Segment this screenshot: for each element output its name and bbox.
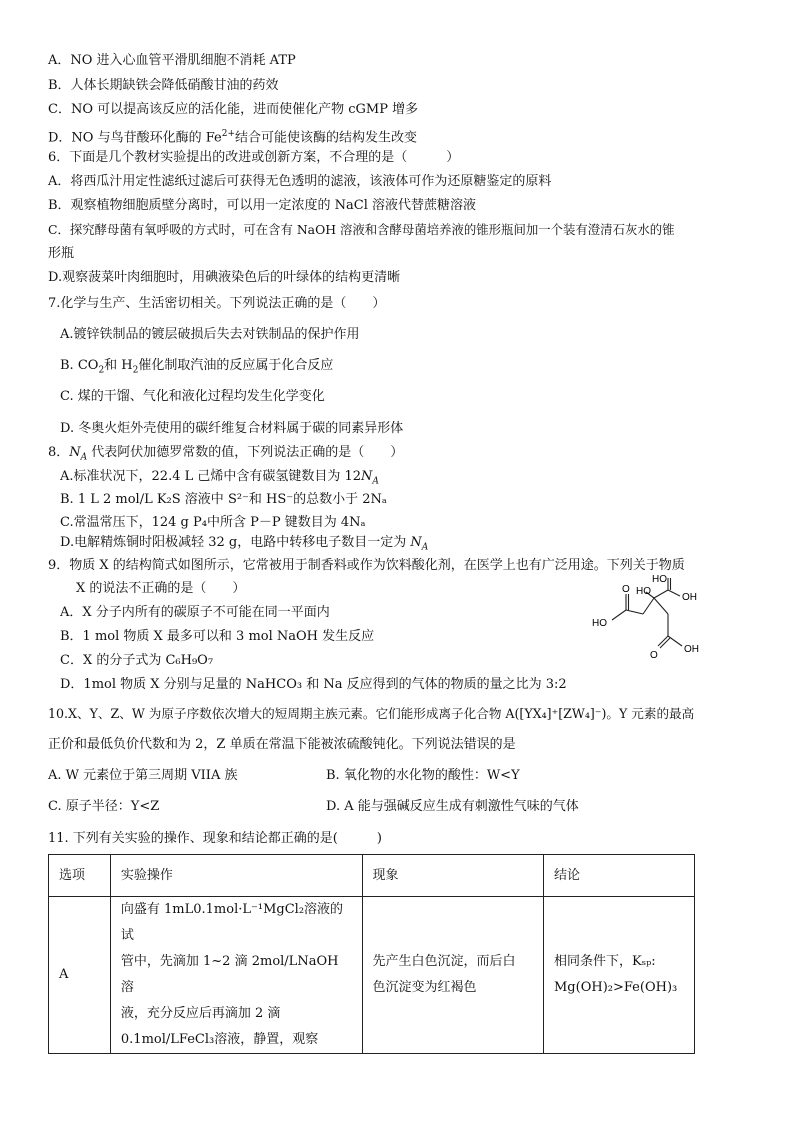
q7-option-d: D. 冬奥火炬外壳使用的碳纤维复合材料属于碳的同素异形体 (60, 421, 404, 436)
q9-option-d: D．1mol 物质 X 分别与足量的 NaHCO₃ 和 Na 反应得到的气体的物质的量之比为 3:2 (60, 677, 567, 692)
q10-stem-line2: 正价和最低负价代数和为 2，Z 单质在常温下能被浓硫酸钝化。下列说法错误的是 (48, 737, 516, 752)
q5-d-sup: 2+ (221, 129, 236, 139)
q9-structure-figure (588, 570, 728, 670)
q9-fig-oh-bottom: OH (684, 644, 699, 655)
header-option: 选项 (49, 855, 111, 897)
cell-operation-line4: 0.1mol/LFeCl₃溶液，静置，观察 (120, 1032, 319, 1047)
q8-a-na-sub: A (372, 476, 379, 487)
q8-d-na: N (410, 535, 422, 550)
q6-option-d: D.观察菠菜叶肉细胞时，用碘液染色后的叶绿体的结构更清晰 (48, 270, 401, 285)
header-phenomenon: 现象 (362, 855, 543, 897)
q9-option-c: C．X 的分子式为 C₆H₉O₇ (60, 653, 214, 668)
q6-stem: 6．下面是几个教材实验提出的改进或创新方案，不合理的是（ ） (48, 150, 460, 165)
q7-stem: 7.化学与生产、生活密切相关。下列说法正确的是（ ） (48, 296, 386, 311)
cell-operation-line2: 管中，先滴加 1~2 滴 2mol/LNaOH 溶 (120, 954, 339, 995)
q6-option-c-line1: C．探究酵母菌有氧呼吸的方式时，可在含有 NaOH 溶液和含酵母菌培养液的锥形瓶间加一个装有澄清石灰水的锥 (48, 222, 675, 237)
q5-option-d (48, 125, 417, 147)
cell-phenomenon (362, 897, 543, 1054)
q9-option-a: A．X 分子内所有的碳原子不可能在同一平面内 (60, 605, 330, 620)
q9-fig-oh-top: HO (652, 574, 667, 585)
q5-d-pre: D．NO 与鸟苷酸环化酶的 Fe (48, 130, 222, 146)
q8-option-a (60, 468, 379, 491)
q6-option-b: B．观察植物细胞质壁分离时，可以用一定浓度的 NaCl 溶液代替蔗糖溶液 (48, 198, 477, 213)
table-row (49, 897, 695, 1054)
cell-phenomenon-line1: 先产生白色沉淀，而后白 (372, 954, 516, 969)
q9-stem-line1: 9．物质 X 的结构简式如图所示，它常被用于制香料或作为饮料酸化剂，在医学上也有广泛用途。下列关于物质 (48, 558, 685, 573)
q5-d-post: 结合可能使该酶的结构发生改变 (235, 130, 418, 146)
header-operation: 实验操作 (110, 855, 362, 897)
cell-conclusion-line2: Mg(OH)₂>Fe(OH)₃ (554, 980, 678, 995)
q5-option-c: C．NO 可以提高该反应的活化能，进而使催化产物 cGMP 增多 (48, 102, 419, 117)
q8-option-c: C.常温常压下，124 g P₄中所含 P－P 键数目为 4Nₐ (60, 515, 366, 530)
header-conclusion: 结论 (544, 855, 695, 897)
q7-option-a: A.镀锌铁制品的镀层破损后失去对铁制品的保护作用 (60, 327, 360, 342)
cell-operation-line3: 液，充分反应后再滴加 2 滴 (120, 1006, 281, 1021)
q5-option-b: B．人体长期缺铁会降低硝酸甘油的药效 (48, 78, 279, 93)
q11-table (48, 854, 695, 1054)
q6-option-c-line2: 形瓶 (48, 246, 75, 261)
q8-na-sub: A (80, 452, 88, 463)
q10-option-d: D. A 能与强碱反应生成有刺激性气味的气体 (326, 799, 579, 814)
cell-conclusion-line1: 相同条件下，Kₛₚ: (554, 954, 656, 969)
q7-b-post: 催化制取汽油的反应属于化合反应 (138, 358, 334, 373)
q7-b-mid: 和 H (104, 358, 133, 373)
q10-option-b: B. 氧化物的水化物的酸性：W<Y (326, 768, 520, 783)
cell-phenomenon-line2: 色沉淀变为红褐色 (372, 980, 477, 995)
cell-operation (110, 897, 362, 1054)
cell-operation-line1: 向盛有 1mL0.1mol·L⁻¹MgCl₂溶液的试 (120, 902, 344, 943)
q8-na: N (69, 445, 81, 460)
q8-stem (48, 444, 403, 467)
q10-stem-line1: 10.X、Y、Z、W 为原子序数依次增大的短周期主族元素。它们能形成离子化合物 A([YX₄]⁺[ZW₄]⁻)。Y 元素的最高 (48, 706, 695, 721)
q9-fig-oh-right: OH (682, 592, 697, 603)
q8-d-na-sub: A (421, 542, 429, 553)
q9-fig-oh-mid: HO (636, 586, 651, 597)
q8-option-d (60, 534, 428, 557)
q8-stem-text: 代表阿伏加德罗常数的值，下列说法正确的是（ ） (87, 445, 404, 460)
q8-option-b: B. 1 L 2 mol/L K₂S 溶液中 S²⁻和 HS⁻的总数小于 2Nₐ (60, 492, 387, 507)
q9-option-b: B．1 mol 物质 X 最多可以和 3 mol NaOH 发生反应 (60, 629, 375, 644)
q8-a-na: N (361, 469, 373, 484)
q9-stem-line2: X 的说法不正确的是（ ） (76, 581, 246, 596)
q6-option-a: A．将西瓜汁用定性滤纸过滤后可获得无色透明的滤液，该液体可作为还原糖鉴定的原料 (48, 174, 552, 189)
table-header-row (49, 855, 695, 897)
q5-option-a: A．NO 进入心血管平滑肌细胞不消耗 ATP (48, 53, 296, 68)
q7-option-c: C. 煤的干馏、气化和液化过程均发生化学变化 (60, 389, 325, 404)
q7-option-b (60, 357, 333, 380)
q9-fig-o-left: O (622, 584, 630, 595)
q11-stem: 11. 下列有关实验的操作、现象和结论都正确的是( ) (48, 831, 382, 846)
q8-num: 8． (48, 445, 70, 460)
q9-fig-o-bottom: O (650, 650, 658, 661)
q10-option-a: A. W 元素位于第三周期 VIIA 族 (48, 768, 238, 783)
cell-conclusion (544, 897, 695, 1054)
q7-b-pre: B. CO (60, 358, 99, 373)
q10-option-c: C. 原子半径：Y<Z (48, 799, 160, 814)
cell-option: A (49, 897, 111, 1054)
q9-fig-oh-left: HO (592, 618, 607, 629)
q7-b-sub2: 2 (132, 365, 139, 376)
q8-d-text: D.电解精炼铜时阳极减轻 32 g，电路中转移电子数目一定为 (60, 535, 411, 550)
q8-a-text: A.标准状况下，22.4 L 己烯中含有碳氢键数目为 12 (60, 469, 362, 484)
q7-b-sub1: 2 (98, 365, 105, 376)
